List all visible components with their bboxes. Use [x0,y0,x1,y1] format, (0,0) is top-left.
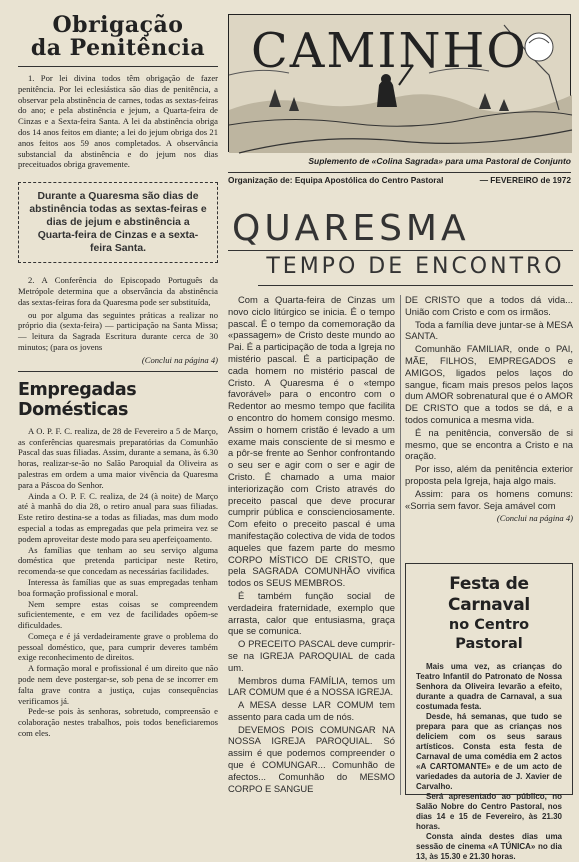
article-p5: A MESA desse LAR COMUM tem assento para cada um de nós. [228,699,395,722]
article-p11: Por isso, além da penitência exterior proposta pela Igreja, haja algo mais. [405,463,573,486]
title-line-1: Obrigação [52,12,184,38]
abstinence-box [18,182,218,263]
article-p3: O PRECEITO PASCAL deve cumprir-se na IGREJA PAROQUIAL de cada um. [228,638,395,673]
article-p2: É também função social de verdadeira fraternidade, exemplo que arrasta, calor que entusiasma, graça que se comunica. [228,589,395,637]
divider [18,371,218,372]
article-p7: DE CRISTO que a todos dá vida... União com Cristo e com os irmãos. [405,294,573,317]
divider [18,66,218,67]
domesticas-title: Empregadas Domésticas [18,379,137,420]
title-line-2: da Penitência [30,35,206,61]
masthead-banner [228,14,571,152]
carnaval-title: Festa de Carnaval [448,574,530,615]
article-subtitle: TEMPO DE ENCONTRO [266,254,565,279]
article-title: QUARESMA [232,208,470,249]
carnaval-box [405,563,573,861]
left-column [18,14,218,739]
organization-text: Organização de: Equipa Apostólica do Centro Pastoral [228,175,444,185]
organization-line [228,172,571,185]
domesticas-p7: A formação moral e profissional é um direito que não pode nem deve postergar-se, sob pena de se incorrer em falta grave contra a justiça, cujas consequências verificamos já. [18,663,218,706]
column-divider [400,295,401,795]
article-p9: Comunhão FAMILIAR, onde o PAI, MÃE, FILHOS, EMPREGADOS e AMIGOS, ligados pelos laços do sangue, ficam mais presos pelos laços dum AMOR sobrenatural que é o AMOR DE CRISTO que a todos se dá, e a todos comunica a mesma vida. [405,343,573,425]
domesticas-p8: Pede-se pois às senhoras, sobretudo, compreensão e colaboração nestes trabalhos, pois todos beneficiaremos com eles. [18,706,218,739]
supplement-line: Suplemento de «Colina Sagrada» para uma Pastoral de Conjunto [308,156,571,166]
carnaval-p3: Será apresentado ao público, no Salão Nobre do Centro Pastoral, nos dias 14 e 15 de Fevereiro, às 21.30 horas. [416,792,562,831]
domesticas-p2: Ainda a O. P. F. C. realiza, de 24 (à noite) de Março até à manhã do dia 28, o retiro anual para suas filiadas. Este retiro destina-se a todas as filiadas, mas dum modo especial a todas as empregadas que pela primeira vez se podem aproveitar deste modo para seu aperfeiçoamento. [18,490,218,544]
carnaval-p4: Consta ainda destes dias uma sessão de cinema «A TÚNICA» no dia 13, às 15.30 e 21.30 horas. [416,832,562,861]
divider [258,285,573,286]
abstinence-box-text: Durante a Quaresma são dias de abstinência todas as sextas-feiras e dias de jejum e abstinência a Quarta-feira de Cinzas e a sexta-feira Santa. [29,191,207,255]
article-p10: É na penitência, conversão de si mesmo, que se encontra a Cristo e na oração. [405,426,573,462]
masthead-title: CAMINHO [251,23,528,79]
carnaval-p1: Mais uma vez, as crianças do Teatro Infantil do Patronato de Nossa Senhora da Oliveira levarão a efeito, durante a quadra de Carnaval, a sua costumada festa. [416,662,562,711]
continued-note: (Conclui na página 4) [141,354,218,365]
paragraph-3: ou por alguma das seguintes práticas a realizar no próprio dia (sexta-feira) — participação na Santa Missa; — leitura da Sagrada Escritura durante cerca de 30 minutos; (para os jovens [18,309,218,352]
article-continued-note: (Conclui na página 4) [496,513,573,524]
domesticas-p3: As famílias que tenham ao seu serviço alguma doméstica que pretenda participar neste Retiro, recomenda-se que concedam as necessárias facilidades. [18,544,218,577]
article-p1: Com a Quarta-feira de Cinzas um novo ciclo litúrgico se inicia. É o tempo pascal. É o tempo da comemoração da «passagem» de Cristo deste mundo ao Pai. É a participação de toda a Igreja no mistério pascal. É a participação de cada homem no mistério pascal de Cristo. A Quaresma é o «tempo favorável» para o encontro com o Redentor ao mesmo tempo que facilita o encontro do homem consigo mesmo. Assim o homem cristão é levado a um exame mais consciente de si mesmo e a pôr-se frente ao Senhor confrontando o seu ser e agir com o ser e agir de Cristo. É chamado a uma maior interiorização com Cristo através do preceito pascal que deve procurar cumprir pública e conscienciosamente. Com efeito o preceito pascal é uma manifestação colectiva de vida de todos aqueles que fazem parte do mesmo CORPO MÍSTICO DE CRISTO, que pela SAGRADA COMUNHÃO vivifica todos os SEUS MEMBROS. [228,294,395,589]
article-column-1 [228,294,395,794]
issue-date: — FEVEREIRO de 1972 [479,175,571,185]
paragraph-2: 2. A Conferência do Episcopado Português da Metrópole determina que a observância da abstinência das sextas-feiras fora da Quaresma pode ser substituída, [18,275,218,307]
domesticas-p5: Nem sempre estas coisas se compreendem suficientemente, e em vez de facilidades opõem-se dificuldades. [18,598,218,631]
domesticas-p6: Começa e é já verdadeiramente grave o problema do pessoal doméstico, que, para cumprir deveres também exige reconhecimento de direitos. [18,630,218,663]
carnaval-p2: Desde, há semanas, que tudo se prepara para que as crianças nos deliciem com os seus saraus artísticos. Consta esta festa de Carnaval de uma comédia em 2 actos «A CARTOMANTE» e de um acto de variedades da autoria de J. Xavier de Carvalho. [416,712,562,791]
article-p4: Membros duma FAMÍLIA, temos um LAR COMUM que é a NOSSA IGREJA. [228,674,395,698]
article-p8: Toda a família deve juntar-se à MESA SANTA. [405,318,573,342]
paragraph-1: 1. Por lei divina todos têm obrigação de fazer penitência. Por lei eclesiástica são dias de penitência, a observar pela abstinência de carnes, todas as sextas-feiras do ano; e pela abstinência e jejum, a Quarta-feira de Cinzas e a Sexta-feira Santa. A lei da abstinência obriga dos 14 anos feitos em diante; a lei do jejum obriga dos 21 anos feitos aos 59 anos completados. A observância substancial da abstinência e do jejum nos dias preceituados obriga gravemente. [18,73,218,170]
domesticas-p4: Interessa às famílias que as suas empregadas tenham boa formação profissional e moral. [18,576,218,598]
divider [228,250,573,251]
domesticas-p1: A O. P. F. C. realiza, de 28 de Fevereiro a 5 de Março, as conferências quaresmais preparatórias da Comunhão Pascal das suas filiadas. Assim, durante a semana, às 6.30 horas, realizar-se-ão no Salão Paroquial da Oliveira as palestras em ordem a uma maior vivência da Quaresma para a Páscoa do Senhor. [18,425,218,490]
article-column-2 [405,294,573,523]
article-p6: DEVEMOS POIS COMUNGAR NA NOSSA IGREJA PAROQUIAL. Só assim é que podemos compreender o que é COMUNGAR... Comunhão de afectos... Comunhão do MESMO CORPO E SANGUE [228,723,395,794]
carnaval-subtitle: no Centro Pastoral [448,617,530,652]
obrigacao-title [18,14,218,60]
article-p12: Assim: para os homens comuns: «Sorria sem favor. Seja amável com [405,487,573,511]
